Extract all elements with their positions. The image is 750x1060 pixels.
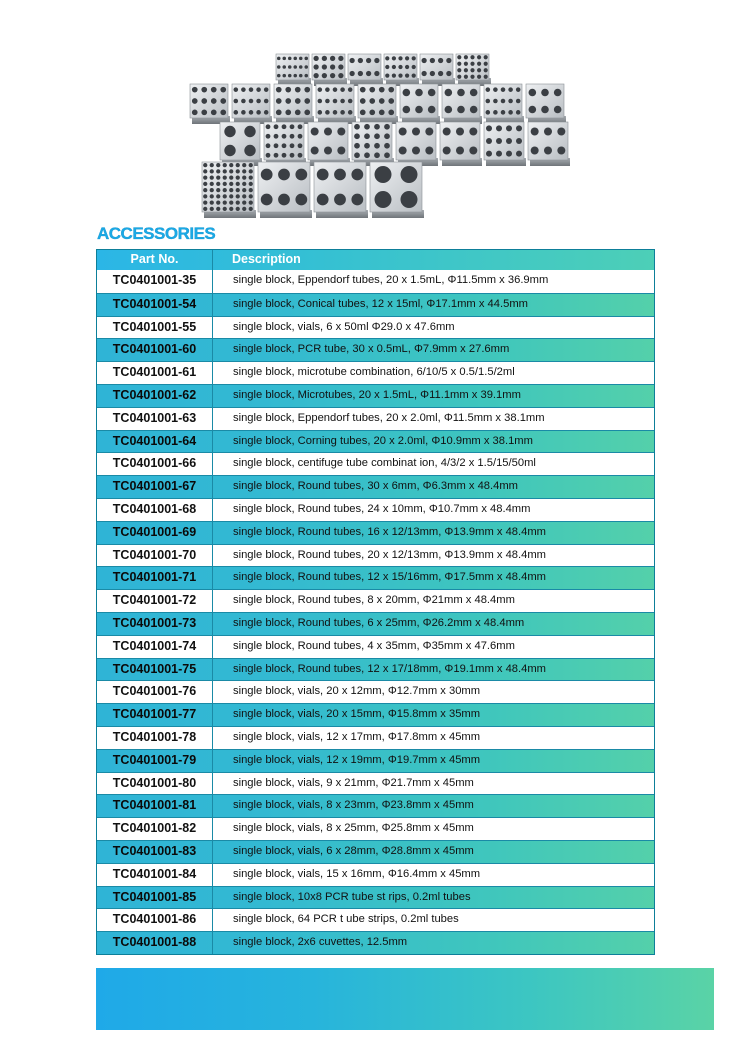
header-part-no: Part No. xyxy=(97,250,213,270)
part-number-cell: TC0401001-80 xyxy=(97,773,213,795)
table-row xyxy=(97,498,654,521)
part-number-cell: TC0401001-85 xyxy=(97,887,213,909)
table-row xyxy=(97,521,654,544)
table-header-row xyxy=(97,250,654,270)
table-row xyxy=(97,908,654,931)
description-cell: single block, Round tubes, 12 x 15/16mm, Φ17.5mm x 48.4mm xyxy=(233,571,546,584)
part-number-cell: TC0401001-75 xyxy=(97,659,213,681)
part-number-cell: TC0401001-74 xyxy=(97,636,213,658)
part-number-cell: TC0401001-79 xyxy=(97,750,213,772)
description-cell: single block, 64 PCR t ube strips, 0.2ml tubes xyxy=(233,913,459,926)
table-row xyxy=(97,407,654,430)
description-cell: single block, vials, 12 x 17mm, Φ17.8mm x 45mm xyxy=(233,730,481,743)
part-number-cell: TC0401001-83 xyxy=(97,841,213,863)
description-cell: single block, vials, 15 x 16mm, Φ16.4mm x 45mm xyxy=(233,867,481,880)
description-cell: single block, Round tubes, 4 x 35mm, Φ35mm x 47.6mm xyxy=(233,639,515,652)
table-row xyxy=(97,361,654,384)
description-cell: single block, Corning tubes, 20 x 2.0ml, Φ10.9mm x 38.1mm xyxy=(233,434,533,447)
description-cell: single block, Round tubes, 6 x 25mm, Φ26.2mm x 48.4mm xyxy=(233,616,525,629)
header-description: Description xyxy=(232,252,301,266)
part-number-cell: TC0401001-55 xyxy=(97,317,213,339)
table-row xyxy=(97,566,654,589)
section-title: ACCESSORIES xyxy=(97,224,216,243)
description-cell: single block, 10x8 PCR tube st rips, 0.2ml tubes xyxy=(233,890,471,903)
table-row xyxy=(97,658,654,681)
part-number-cell: TC0401001-78 xyxy=(97,727,213,749)
description-cell: single block, 2x6 cuvettes, 12.5mm xyxy=(233,936,408,949)
description-cell: single block, Round tubes, 8 x 20mm, Φ21mm x 48.4mm xyxy=(233,594,515,607)
part-number-cell: TC0401001-63 xyxy=(97,408,213,430)
part-number-cell: TC0401001-77 xyxy=(97,704,213,726)
table-row xyxy=(97,589,654,612)
description-cell: single block, Round tubes, 16 x 12/13mm, Φ13.9mm x 48.4mm xyxy=(233,525,546,538)
footer-gradient-band xyxy=(96,968,714,1030)
table-row xyxy=(97,293,654,316)
part-number-cell: TC0401001-35 xyxy=(97,270,213,293)
part-number-cell: TC0401001-60 xyxy=(97,339,213,361)
table-row xyxy=(97,680,654,703)
accessories-table xyxy=(96,249,655,955)
table-row xyxy=(97,886,654,909)
part-number-cell: TC0401001-76 xyxy=(97,681,213,703)
part-number-cell: TC0401001-62 xyxy=(97,385,213,407)
part-number-cell: TC0401001-73 xyxy=(97,613,213,635)
part-number-cell: TC0401001-84 xyxy=(97,864,213,886)
description-cell: single block, Round tubes, 30 x 6mm, Φ6.3mm x 48.4mm xyxy=(233,480,519,493)
part-number-cell: TC0401001-61 xyxy=(97,362,213,384)
table-row xyxy=(97,635,654,658)
description-cell: single block, vials, 9 x 21mm, Φ21.7mm x 45mm xyxy=(233,776,474,789)
heating-blocks-photo-icon xyxy=(180,44,570,222)
part-number-cell: TC0401001-69 xyxy=(97,522,213,544)
description-cell: single block, vials, 20 x 15mm, Φ15.8mm x 35mm xyxy=(233,708,481,721)
description-cell: single block, vials, 12 x 19mm, Φ19.7mm x 45mm xyxy=(233,753,481,766)
table-row xyxy=(97,863,654,886)
table-row xyxy=(97,749,654,772)
table-row xyxy=(97,452,654,475)
description-cell: single block, vials, 6 x 50ml Φ29.0 x 47.6mm xyxy=(233,320,455,333)
description-cell: single block, vials, 8 x 23mm, Φ23.8mm x 45mm xyxy=(233,799,474,812)
part-number-cell: TC0401001-82 xyxy=(97,818,213,840)
description-cell: single block, Conical tubes, 12 x 15ml, Φ17.1mm x 44.5mm xyxy=(233,297,528,310)
part-number-cell: TC0401001-88 xyxy=(97,932,213,954)
description-cell: single block, Round tubes, 12 x 17/18mm, Φ19.1mm x 48.4mm xyxy=(233,662,546,675)
table-row xyxy=(97,270,654,293)
part-number-cell: TC0401001-72 xyxy=(97,590,213,612)
heating-blocks-image xyxy=(180,44,570,222)
description-cell: single block, vials, 6 x 28mm, Φ28.8mm x 45mm xyxy=(233,844,474,857)
table-row xyxy=(97,794,654,817)
part-number-cell: TC0401001-67 xyxy=(97,476,213,498)
description-cell: single block, centifuge tube combinat ion, 4/3/2 x 1.5/15/50ml xyxy=(233,457,536,470)
table-row xyxy=(97,772,654,795)
description-cell: single block, PCR tube, 30 x 0.5mL, Φ7.9mm x 27.6mm xyxy=(233,343,510,356)
part-number-cell: TC0401001-70 xyxy=(97,545,213,567)
part-number-cell: TC0401001-71 xyxy=(97,567,213,589)
table-row xyxy=(97,316,654,339)
part-number-cell: TC0401001-54 xyxy=(97,294,213,316)
table-row xyxy=(97,475,654,498)
description-cell: single block, Microtubes, 20 x 1.5mL, Φ11.1mm x 39.1mm xyxy=(233,388,521,401)
description-cell: single block, Round tubes, 24 x 10mm, Φ10.7mm x 48.4mm xyxy=(233,502,531,515)
table-row xyxy=(97,840,654,863)
part-number-cell: TC0401001-86 xyxy=(97,909,213,931)
table-row xyxy=(97,338,654,361)
table-row xyxy=(97,612,654,635)
table-row xyxy=(97,384,654,407)
description-cell: single block, vials, 8 x 25mm, Φ25.8mm x 45mm xyxy=(233,822,474,835)
table-row xyxy=(97,931,654,954)
table-row xyxy=(97,817,654,840)
table-row xyxy=(97,726,654,749)
part-number-cell: TC0401001-64 xyxy=(97,431,213,453)
part-number-cell: TC0401001-68 xyxy=(97,499,213,521)
table-row xyxy=(97,544,654,567)
description-cell: single block, Eppendorf tubes, 20 x 1.5mL, Φ11.5mm x 36.9mm xyxy=(233,274,549,286)
description-cell: single block, vials, 20 x 12mm, Φ12.7mm x 30mm xyxy=(233,685,481,698)
description-cell: single block, Round tubes, 20 x 12/13mm, Φ13.9mm x 48.4mm xyxy=(233,548,546,561)
table-row xyxy=(97,703,654,726)
table-row xyxy=(97,430,654,453)
part-number-cell: TC0401001-66 xyxy=(97,453,213,475)
description-cell: single block, Eppendorf tubes, 20 x 2.0ml, Φ11.5mm x 38.1mm xyxy=(233,411,545,424)
description-cell: single block, microtube combination, 6/10/5 x 0.5/1.5/2ml xyxy=(233,366,515,379)
part-number-cell: TC0401001-81 xyxy=(97,795,213,817)
